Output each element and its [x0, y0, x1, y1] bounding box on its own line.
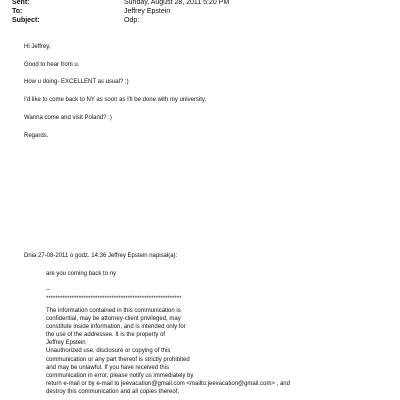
body-line-3: I'd like to come back to NY as soon as I'll be done with my university.: [24, 97, 207, 103]
signature-separator: --: [46, 287, 50, 293]
to-value: Jeffrey Epstein: [124, 8, 171, 15]
disclaimer-line: Unauthorized use, disclosure or copying of this: [46, 348, 171, 355]
subject-value: Odp:: [124, 17, 140, 24]
body-line-4: Wanna come and visit Poland? :): [24, 115, 112, 121]
disclaimer-line: the use of the addressee. It is the property of: [46, 332, 166, 339]
body-line-2: How u doing- EXCELLENT as usual? :): [24, 79, 129, 85]
disclaimer-line: confidential, may be attorney-client privileged, may: [46, 316, 181, 323]
sent-value: Sunday, August 28, 2011 5:20 PM: [124, 0, 230, 6]
to-row: [12, 7, 170, 16]
subject-label: Subject:: [12, 17, 40, 24]
disclaimer-line: The information contained in this communication is: [46, 308, 181, 314]
disclaimer-line: communication or any part thereof is strictly prohibited: [46, 356, 190, 363]
subject-row: [12, 16, 139, 25]
disclaimer-line: constitute inside information, and is intended only for: [46, 324, 186, 331]
disclaimer-line: and may be unlawful. If you have received this: [46, 364, 170, 371]
disclaimer-line: Jeffrey Epstein: [46, 340, 86, 347]
disclaimer-line: return e-mail or by e-mail to jeevacation@gmail.com <mailto:jeevacation@gmail.com> , and: [46, 380, 290, 387]
disclaimer-line: destroy this communication and all copies thereof,: [46, 388, 180, 395]
sent-label: Sent:: [12, 0, 30, 6]
to-label: To:: [12, 8, 23, 15]
disclaimer-line: communication in error, please notify us immediately by: [46, 372, 194, 379]
body-line-1: Good to hear from u.: [24, 62, 80, 68]
quoted-message: are you coming back to ny: [46, 271, 117, 277]
quote-attribution: Dnia 27-08-2011 o godz. 14:36 Jeffrey Epstein napisał(a):: [24, 253, 178, 259]
confidentiality-disclaimer: [46, 307, 290, 396]
asterisk-divider: **********************************************************: [46, 296, 182, 302]
signoff-line: Regards.: [24, 133, 49, 139]
greeting-line: Hi Jeffrey,: [24, 44, 51, 50]
sent-row: [12, 0, 229, 7]
